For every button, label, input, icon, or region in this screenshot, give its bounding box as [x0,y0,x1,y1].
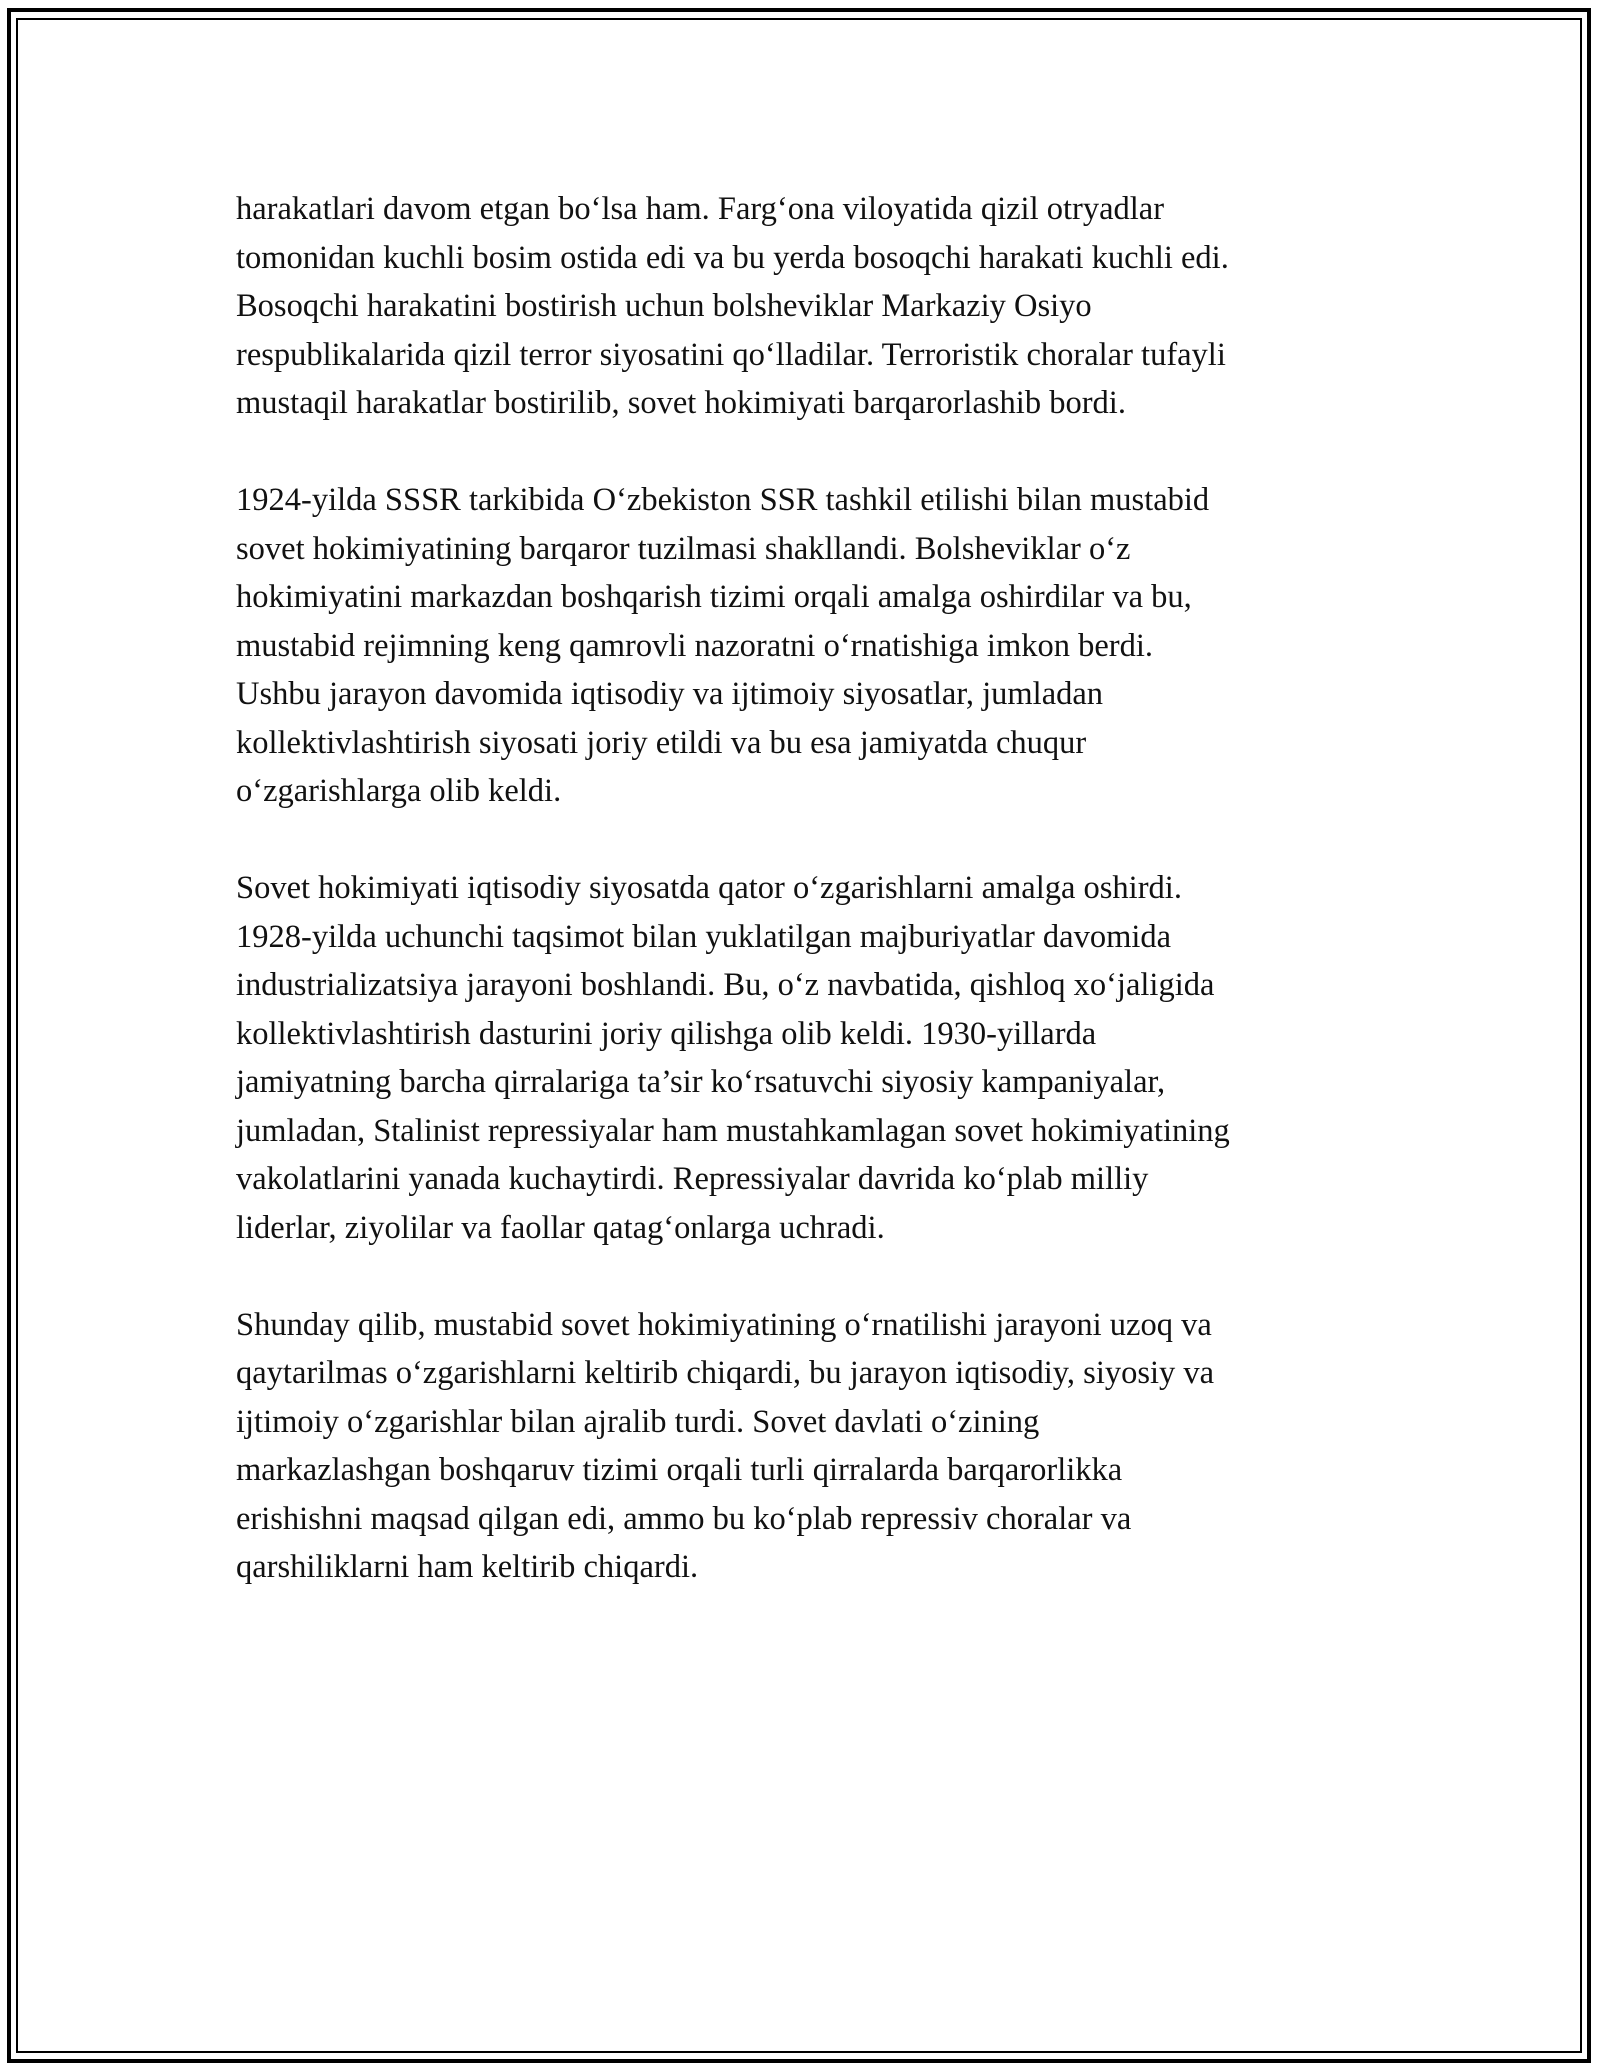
text-line: ijtimoiy o‘zgarishlar bilan ajralib turdi. Sovet davlati o‘zining [236,1403,1040,1440]
text-line: 1928-yilda uchunchi taqsimot bilan yuklatilgan majburiyatlar davomida [236,918,1172,955]
text-line: jumladan, Stalinist repressiyalar ham mustahkamlagan sovet hokimiyatining [236,1112,1230,1149]
text-line: kollektivlashtirish siyosati joriy etildi va bu esa jamiyatda chuqur [236,724,1087,761]
text-line: tomonidan kuchli bosim ostida edi va bu yerda bosoqchi harakati kuchli edi. [236,239,1229,276]
text-line: Shunday qilib, mustabid sovet hokimiyatining o‘rnatilishi jarayoni uzoq va [236,1306,1212,1343]
text-line: respublikalarida qizil terror siyosatini qo‘lladilar. Terroristik choralar tufayli [236,336,1226,373]
document-body [236,185,1366,1640]
text-line: vakolatlarini yanada kuchaytirdi. Repressiyalar davrida ko‘plab milliy [236,1161,1149,1197]
text-line: hokimiyatini markazdan boshqarish tizimi orqali amalga oshirdilar va bu, [236,579,1192,615]
text-line: qarshiliklarni ham keltirib chiqardi. [236,1549,699,1585]
paragraph-2 [236,476,1366,816]
text-line: Sovet hokimiyati iqtisodiy siyosatda qator o‘zgarishlarni amalga oshirdi. [236,870,1182,906]
text-line: Bosoqchi harakatini bostirish uchun bolsheviklar Markaziy Osiyo [236,288,1092,324]
text-line: mustabid rejimning keng qamrovli nazoratni o‘rnatishiga imkon berdi. [236,627,1154,664]
text-line: erishishni maqsad qilgan edi, ammo bu ko‘plab repressiv choralar va [236,1500,1132,1537]
text-line: markazlashgan boshqaruv tizimi orqali turli qirralarda barqarorlikka [236,1452,1123,1488]
text-line: liderlar, ziyolilar va faollar qatag‘onlarga uchradi. [236,1209,885,1246]
text-line: sovet hokimiyatining barqaror tuzilmasi shakllandi. Bolsheviklar o‘z [236,530,1131,567]
paragraph-1 [236,185,1366,428]
text-line: o‘zgarishlarga olib keldi. [236,773,562,809]
text-line: harakatlari davom etgan bo‘lsa ham. Farg‘ona viloyatida qizil otryadlar [236,191,1165,227]
text-line: mustaqil harakatlar bostirilib, sovet hokimiyati barqarorlashib bordi. [236,385,1126,421]
text-line: jamiyatning barcha qirralariga ta’sir ko‘rsatuvchi siyosiy kampaniyalar, [236,1064,1166,1100]
text-line: Ushbu jarayon davomida iqtisodiy va ijtimoiy siyosatlar, jumladan [236,676,1104,712]
text-line: 1924-yilda SSSR tarkibida O‘zbekiston SSR tashkil etilishi bilan mustabid [236,482,1210,518]
text-line: kollektivlashtirish dasturini joriy qilishga olib keldi. 1930-yillarda [236,1015,1097,1052]
text-line: industrializatsiya jarayoni boshlandi. Bu, o‘z navbatida, qishloq xo‘jaligida [236,967,1215,1003]
paragraph-4 [236,1301,1366,1592]
paragraph-3 [236,864,1366,1252]
text-line: qaytarilmas o‘zgarishlarni keltirib chiqardi, bu jarayon iqtisodiy, siyosiy va [236,1355,1215,1391]
